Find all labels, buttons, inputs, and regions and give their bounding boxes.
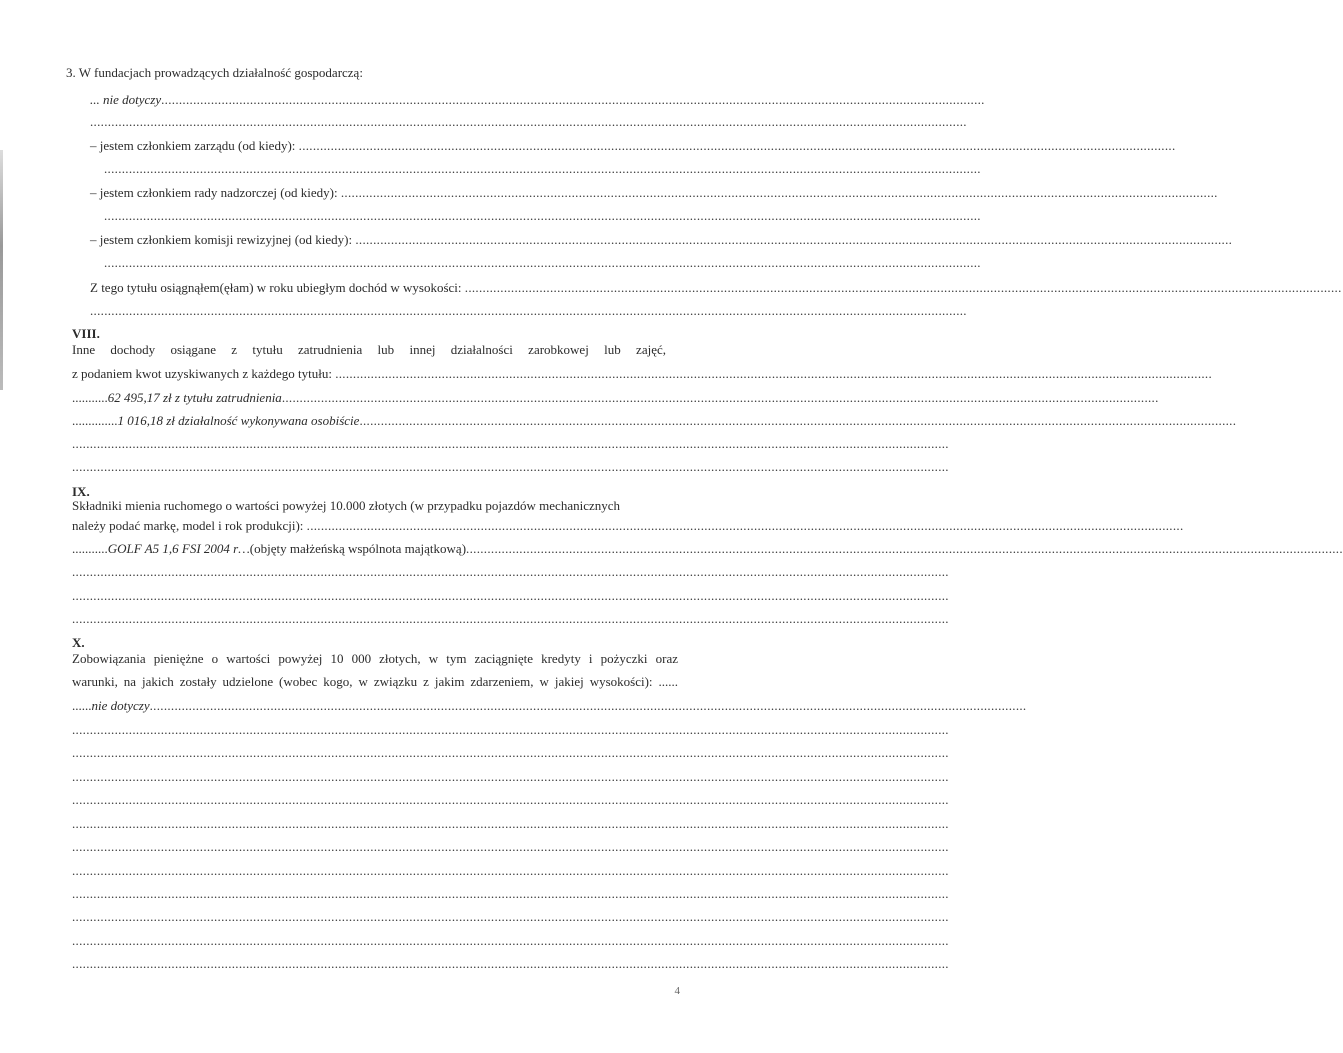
section-9-heading: IX.: [72, 484, 90, 499]
section-8-heading: VIII.: [72, 326, 100, 341]
section-10-text-1: Zobowiązania pieniężne o wartości powyżej 10 000 złotych, w tym zaciągnięte kredyty i pożyczki oraz: [72, 651, 678, 666]
section-9-text-2: należy podać markę, model i rok produkcji): .......................................................................................................................................................................................................................................................: [72, 518, 1184, 533]
section-10-blank-line: .......................................................................................................................................................................................................................................................: [72, 816, 949, 831]
section-10-blank-line: .......................................................................................................................................................................................................................................................: [72, 745, 949, 760]
section-10-blank-line: .......................................................................................................................................................................................................................................................: [72, 956, 949, 971]
section-3-title: 3. W fundacjach prowadzących działalność gospodarczą:: [66, 65, 363, 80]
section-10-blank-line: .......................................................................................................................................................................................................................................................: [72, 722, 949, 737]
section-9-text-1: Składniki mienia ruchomego o wartości powyżej 10.000 złotych (w przypadku pojazdów mechanicznych: [72, 498, 621, 513]
section-10-heading: X.: [72, 635, 85, 650]
section-8-entry-1: ........... 62 495,17 zł z tytułu zatrudnienia .......................................................................................................................................................................................................................................................: [72, 390, 1159, 405]
section-3-income-line: Z tego tytułu osiągnąłem(ęłam) w roku ubiegłym dochód w wysokości: .......................................................................................................................................................................................................................................................: [90, 280, 1342, 295]
section-10-entry: ...... nie dotyczy .......................................................................................................................................................................................................................................................: [72, 698, 1027, 713]
section-10-blank-line: .......................................................................................................................................................................................................................................................: [72, 933, 949, 948]
section-8-text-2: z podaniem kwot uzyskiwanych z każdego tytułu: .......................................................................................................................................................................................................................................................: [72, 366, 1213, 381]
section-9-entry: ........... GOLF A5 1,6 FSI 2004 r… (objęty małżeńską wspólnota majątkową) .......................................................................................................................................................................................................................................................: [72, 541, 1343, 556]
scan-edge-shadow: [0, 150, 3, 390]
section-10-blank-line: .......................................................................................................................................................................................................................................................: [72, 909, 949, 924]
section-3-answer: ... nie dotyczy ........................................................................................................................................................................................................................................: [90, 92, 985, 107]
section-3-audit-blank: .......................................................................................................................................................................................................................................................: [104, 255, 981, 270]
section-10-blank-line: .......................................................................................................................................................................................................................................................: [72, 886, 949, 901]
section-9-blank-1: .......................................................................................................................................................................................................................................................: [72, 564, 949, 579]
section-3-board-blank: .......................................................................................................................................................................................................................................................: [104, 161, 981, 176]
page-number: 4: [674, 985, 680, 997]
section-8-entry-2: .............. 1 016,18 zł działalność wykonywana osobiście .......................................................................................................................................................................................................................................................: [72, 413, 1237, 428]
section-10-blank-line: .......................................................................................................................................................................................................................................................: [72, 863, 949, 878]
section-3-income-blank: .......................................................................................................................................................................................................................................................: [90, 303, 967, 318]
section-8-text-1: Inne dochody osiągane z tytułu zatrudnienia lub innej działalności zarobkowej lub zajęć,: [72, 342, 666, 357]
section-9-blank-2: .......................................................................................................................................................................................................................................................: [72, 588, 949, 603]
section-3-supervisory-blank: .......................................................................................................................................................................................................................................................: [104, 208, 981, 223]
section-3-board-line: – jestem członkiem zarządu (od kiedy): .......................................................................................................................................................................................................................................................: [90, 138, 1176, 153]
section-3-blank-line: .......................................................................................................................................................................................................................................................: [90, 114, 967, 129]
section-3-audit-line: – jestem członkiem komisji rewizyjnej (od kiedy): .......................................................................................................................................................................................................................................................: [90, 232, 1233, 247]
section-8-blank-1: .......................................................................................................................................................................................................................................................: [72, 436, 949, 451]
section-8-blank-2: .......................................................................................................................................................................................................................................................: [72, 459, 949, 474]
section-3-supervisory-line: – jestem członkiem rady nadzorczej (od kiedy): .......................................................................................................................................................................................................................................................: [90, 185, 1218, 200]
section-10-blank-line: .......................................................................................................................................................................................................................................................: [72, 839, 949, 854]
section-10-blank-line: .......................................................................................................................................................................................................................................................: [72, 792, 949, 807]
section-9-blank-3: .......................................................................................................................................................................................................................................................: [72, 611, 949, 626]
section-10-text-2: warunki, na jakich zostały udzielone (wobec kogo, w związku z jakim zdarzeniem, w jakiej wysokości): ......: [72, 674, 678, 689]
section-10-blank-line: .......................................................................................................................................................................................................................................................: [72, 769, 949, 784]
